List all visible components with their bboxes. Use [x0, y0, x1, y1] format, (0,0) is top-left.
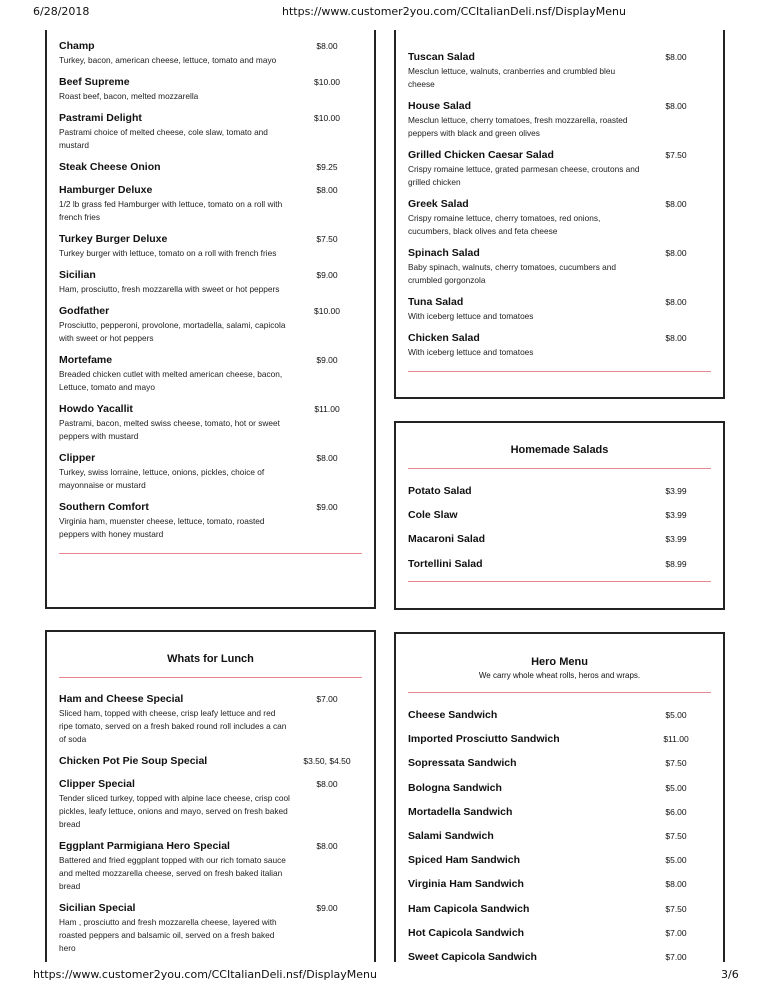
item-name: Chicken Salad	[408, 332, 480, 344]
menu-item	[408, 926, 711, 941]
item-name: Bologna Sandwich	[408, 781, 502, 794]
item-price: $7.50	[665, 903, 687, 914]
menu-item	[408, 902, 711, 917]
item-name: Pastrami Delight	[59, 112, 142, 124]
menu-item	[59, 232, 362, 260]
menu-page	[0, 30, 772, 962]
item-price: $10.00	[314, 306, 340, 316]
section-title: Homemade Salads	[510, 444, 609, 456]
menu-item	[408, 148, 711, 189]
item-price: $3.50, $4.50	[303, 756, 351, 766]
item-name: Virginia Ham Sandwich	[408, 878, 524, 891]
hero-list	[408, 708, 711, 962]
item-name: Southern Comfort	[59, 501, 149, 513]
item-name: Mortefame	[59, 354, 113, 366]
item-name: Clipper	[59, 452, 96, 464]
item-name: Spiced Ham Sandwich	[408, 854, 521, 867]
menu-item	[59, 901, 362, 955]
item-name: Tortellini Salad	[408, 557, 483, 570]
menu-item	[59, 353, 362, 394]
item-name: Spinach Salad	[408, 247, 480, 259]
item-description: 1/2 lb grass fed Hamburger with lettuce, tomato on a roll with french fries	[59, 199, 283, 222]
item-description: Crispy romaine lettuce, cherry tomatoes, red onions, cucumbers, black olives and feta cheese	[408, 213, 601, 236]
menu-item	[59, 500, 362, 541]
item-description: Crispy romaine lettuce, grated parmesan cheese, croutons and grilled chicken	[408, 164, 640, 187]
item-name: Ham and Cheese Special	[59, 693, 184, 705]
menu-item	[408, 99, 711, 140]
item-name: Salami Sandwich	[408, 829, 494, 842]
item-price: $11.00	[314, 404, 340, 414]
item-name: Imported Prosciutto Sandwich	[408, 733, 560, 746]
menu-item	[408, 708, 711, 723]
menu-item	[408, 331, 711, 359]
item-name: Turkey Burger Deluxe	[59, 233, 168, 245]
item-description: Mesclun lettuce, cherry tomatoes, fresh mozzarella, roasted peppers with black and green olives	[408, 115, 628, 138]
section-divider	[59, 677, 362, 678]
menu-item	[59, 777, 362, 831]
item-price: $11.00	[663, 734, 689, 745]
item-description: Prosciutto, pepperoni, provolone, mortadella, salami, capicola with sweet or hot peppers	[59, 320, 286, 343]
item-price: $5.00	[665, 855, 687, 866]
item-description: Ham , prosciutto and fresh mozzarella cheese, layered with roasted peppers and balsamic oil, served on a fresh baked hero	[59, 917, 277, 953]
item-name: Beef Supreme	[59, 76, 130, 88]
item-description: Turkey burger with lettuce, tomato on a roll with french fries	[59, 248, 277, 258]
item-name: Sicilian	[59, 269, 96, 281]
homemade-salads-panel	[394, 421, 725, 610]
menu-item	[59, 75, 362, 103]
item-price: $8.00	[665, 248, 687, 258]
item-price: $8.00	[316, 779, 338, 789]
item-name: Macaroni Salad	[408, 533, 486, 546]
item-price: $9.00	[316, 502, 338, 512]
item-price: $9.25	[316, 162, 338, 172]
sandwiches-list	[59, 39, 362, 541]
item-name: Steak Cheese Onion	[59, 161, 161, 173]
item-name: Howdo Yacallit	[59, 403, 133, 415]
item-price: $8.00	[665, 52, 687, 62]
item-name: Cole Slaw	[408, 509, 458, 522]
item-name: Tuscan Salad	[408, 51, 475, 63]
item-price: $5.00	[665, 710, 687, 720]
menu-item	[59, 839, 362, 893]
print-header-url: https://www.customer2you.com/CCItalianDeli.nsf/DisplayMenu	[282, 5, 626, 18]
section-title: Hero Menu	[531, 656, 588, 668]
menu-item	[408, 246, 711, 287]
menu-item	[408, 781, 711, 796]
item-name: Mortadella Sandwich	[408, 805, 513, 818]
menu-item	[408, 829, 711, 844]
menu-item	[59, 111, 362, 152]
section-subtitle: We carry whole wheat rolls, heros and wraps.	[478, 671, 641, 680]
item-name: Sweet Capicola Sandwich	[408, 950, 537, 962]
menu-item	[408, 805, 711, 820]
item-name: House Salad	[408, 100, 472, 112]
homemade-salads-list	[408, 484, 711, 572]
item-price: $7.00	[316, 694, 338, 704]
item-name: Eggplant Parmigiana Hero Special	[59, 840, 230, 852]
lunch-list	[59, 692, 362, 955]
item-name: Hamburger Deluxe	[59, 184, 153, 196]
item-price: $10.00	[314, 113, 340, 123]
item-price: $8.00	[316, 185, 338, 195]
salads-panel	[394, 30, 725, 399]
menu-item	[408, 50, 711, 91]
item-price: $8.00	[316, 41, 338, 51]
item-price: $9.00	[316, 903, 338, 913]
item-description: Turkey, swiss lorraine, lettuce, onions, pickles, choice of mayonnaise or mustard	[59, 467, 265, 490]
item-name: Potato Salad	[408, 485, 472, 497]
item-description: Tender sliced turkey, topped with alpine lace cheese, crisp cool pickles, leafy lettuce, onions and mayo, served on fresh baked bread	[59, 793, 290, 829]
section-divider	[408, 581, 711, 582]
menu-item	[408, 197, 711, 238]
item-price: $3.99	[665, 510, 687, 521]
item-description: Breaded chicken cutlet with melted american cheese, bacon, Lettuce, tomato and mayo	[59, 369, 283, 392]
item-name: Hot Capicola Sandwich	[408, 926, 525, 939]
menu-item	[408, 295, 711, 323]
item-price: $6.00	[665, 806, 687, 817]
item-description: Baby spinach, walnuts, cherry tomatoes, cucumbers and crumbled gorgonzola	[408, 262, 616, 285]
lunch-panel	[45, 630, 376, 962]
menu-item	[59, 183, 362, 224]
item-description: Sliced ham, topped with cheese, crisp leafy lettuce and red ripe tomato, served on a fresh baked round roll includes a can of soda	[59, 708, 287, 744]
section-divider	[408, 468, 711, 469]
menu-item	[408, 877, 711, 892]
menu-item	[59, 692, 362, 746]
section-divider	[408, 371, 711, 372]
menu-item	[59, 268, 362, 296]
item-name: Greek Salad	[408, 198, 469, 210]
item-price: $8.00	[665, 879, 687, 890]
menu-item	[408, 756, 711, 771]
item-description: Pastrami choice of melted cheese, cole slaw, tomato and mustard	[59, 127, 268, 150]
menu-item	[408, 853, 711, 868]
salads-list	[408, 50, 711, 359]
item-price: $9.00	[316, 270, 338, 280]
item-price: $5.00	[665, 782, 687, 793]
item-name: Sopressata Sandwich	[408, 757, 517, 770]
item-price: $3.99	[665, 534, 687, 545]
item-price: $9.00	[316, 355, 338, 365]
item-name: Clipper Special	[59, 778, 135, 790]
item-price: $8.00	[316, 841, 338, 851]
item-description: Mesclun lettuce, walnuts, cranberries and crumbled bleu cheese	[408, 66, 616, 89]
section-title: Whats for Lunch	[167, 653, 254, 665]
item-name: Grilled Chicken Caesar Salad	[408, 149, 554, 161]
item-price: $8.00	[665, 297, 687, 307]
item-name: Cheese Sandwich	[408, 709, 498, 721]
item-price: $7.50	[665, 830, 687, 841]
item-name: Chicken Pot Pie Soup Special	[59, 755, 208, 767]
print-date: 6/28/2018	[33, 5, 90, 18]
item-price: $3.99	[665, 486, 687, 496]
item-price: $7.00	[665, 927, 687, 938]
menu-item	[59, 754, 362, 769]
item-name: Tuna Salad	[408, 296, 464, 308]
sandwiches-panel	[45, 30, 376, 609]
menu-item	[408, 532, 711, 547]
menu-item	[408, 732, 711, 747]
item-price: $8.00	[665, 101, 687, 111]
item-description: With iceberg lettuce and tomatoes	[408, 347, 534, 357]
item-name: Ham Capicola Sandwich	[408, 902, 530, 915]
item-description: Pastrami, bacon, melted swiss cheese, tomato, hot or sweet peppers with mustard	[59, 418, 280, 441]
item-description: Roast beef, bacon, melted mozzarella	[59, 91, 199, 101]
item-description: With iceberg lettuce and tomatoes	[408, 311, 534, 321]
menu-item	[408, 508, 711, 523]
print-footer-url: https://www.customer2you.com/CCItalianDeli.nsf/DisplayMenu	[33, 968, 377, 981]
menu-item	[408, 484, 711, 499]
item-description: Virginia ham, muenster cheese, lettuce, tomato, roasted peppers with honey mustard	[59, 516, 265, 539]
section-divider	[59, 553, 362, 554]
item-price: $8.00	[665, 199, 687, 209]
menu-item	[59, 39, 362, 67]
item-price: $7.50	[665, 150, 687, 160]
item-price: $8.00	[665, 333, 687, 343]
section-divider	[408, 692, 711, 693]
menu-item	[59, 402, 362, 443]
item-description: Battered and fried eggplant topped with our rich tomato sauce and melted mozzarella cheese, served on fresh baked italian bread	[59, 855, 286, 891]
page-number: 3/6	[721, 968, 739, 981]
menu-item	[408, 557, 711, 572]
item-price: $8.00	[316, 453, 338, 463]
menu-item	[408, 950, 711, 962]
hero-menu-panel	[394, 632, 725, 962]
item-description: Ham, prosciutto, fresh mozzarella with sweet or hot peppers	[59, 284, 280, 294]
item-name: Godfather	[59, 305, 110, 317]
item-price: $7.50	[316, 234, 338, 244]
item-name: Sicilian Special	[59, 902, 136, 914]
item-price: $7.50	[665, 758, 687, 769]
item-name: Champ	[59, 40, 95, 52]
menu-item	[59, 451, 362, 492]
item-price: $7.00	[665, 951, 687, 962]
menu-item	[59, 160, 362, 175]
item-description: Turkey, bacon, american cheese, lettuce, tomato and mayo	[59, 55, 277, 65]
item-price: $10.00	[314, 77, 340, 87]
menu-item	[59, 304, 362, 345]
item-price: $8.99	[665, 558, 687, 569]
